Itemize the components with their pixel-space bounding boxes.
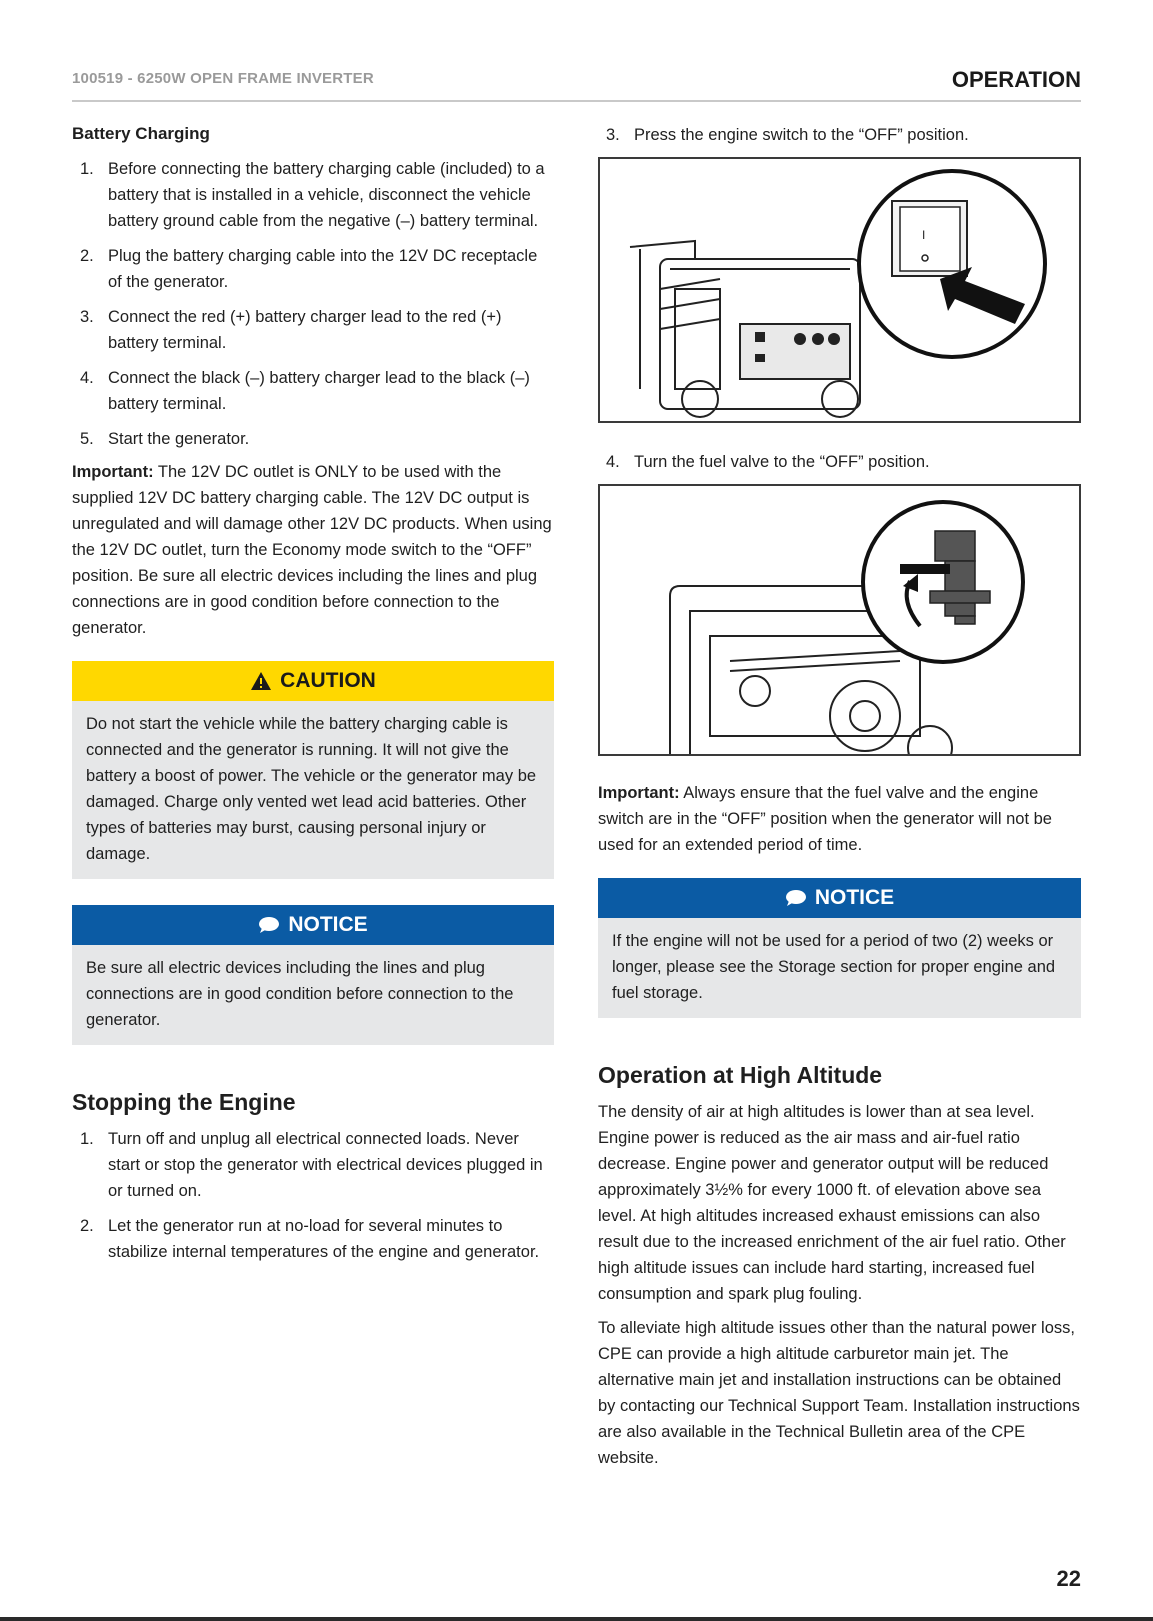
list-item <box>72 304 554 356</box>
step-number: 1. <box>80 1130 94 1148</box>
page-number: 22 <box>1056 1566 1081 1591</box>
high-altitude-paragraph-2: To alleviate high altitude issues other than the natural power loss, CPE can provide a high altitude carburetor main jet. The alternative main jet and installation instructions can be obtained by contacting our Technical Support Team. Installation instructions are also available in the Technical Bulletin area of the CPE website. <box>598 1319 1080 1467</box>
list-item <box>72 365 554 417</box>
step-number: 4. <box>80 369 94 387</box>
generator-switch-illustration <box>600 159 1079 421</box>
important-label: Important: <box>72 463 154 481</box>
step-text: Start the generator. <box>108 430 250 448</box>
step-number: 2. <box>80 1217 94 1235</box>
right-column <box>598 122 1081 1479</box>
stopping-steps-continued-2 <box>598 449 1081 475</box>
step-number: 5. <box>80 430 94 448</box>
speech-bubble-icon <box>258 916 280 934</box>
caution-text: Do not start the vehicle while the battery charging cable is connected and the generator is running. It will not give the battery a boost of power. The vehicle or the generator may be damaged. Charge only vented wet lead acid batteries. Other types of batteries may burst, causing personal injury or damage. <box>72 701 554 879</box>
important-note-battery <box>72 459 554 641</box>
notice-text: Be sure all electric devices including the lines and plug connections are in good condition before connection to the generator. <box>72 945 554 1045</box>
step-text: Connect the black (–) battery charger lead to the black (–) battery terminal. <box>108 369 530 413</box>
step-text: Turn off and unplug all electrical connected loads. Never start or stop the generator with electrical devices plugged in or turned on. <box>108 1130 543 1200</box>
stopping-engine-heading: Stopping the Engine <box>72 1089 296 1115</box>
step-text: Before connecting the battery charging cable (included) to a battery that is installed in a vehicle, disconnect the vehicle battery ground cable from the negative (–) battery terminal. <box>108 160 545 230</box>
step-number: 3. <box>606 126 620 144</box>
notice-header <box>72 905 554 945</box>
switch-on-mark: I <box>922 228 926 242</box>
caution-box <box>72 661 554 879</box>
step-number: 4. <box>606 453 620 471</box>
section-title: OPERATION <box>951 67 1081 92</box>
notice-title: NOTICE <box>814 886 895 909</box>
stopping-steps-continued <box>598 122 1081 148</box>
list-item <box>72 426 554 452</box>
step-text: Turn the fuel valve to the “OFF” position. <box>634 453 930 471</box>
list-item <box>598 122 1081 148</box>
important-note-storage <box>598 780 1081 858</box>
list-item <box>598 449 1081 475</box>
step-text: Connect the red (+) battery charger lead to the red (+) battery terminal. <box>108 308 502 352</box>
list-item <box>72 1213 554 1265</box>
important-text: Always ensure that the fuel valve and the engine switch are in the “OFF” position when the generator will not be used for an extended period of time. <box>598 784 1052 854</box>
generator-valve-illustration <box>600 486 1079 754</box>
notice-box-1 <box>72 905 554 1045</box>
step-text: Plug the battery charging cable into the 12V DC receptacle of the generator. <box>108 247 538 291</box>
engine-switch-figure <box>598 157 1081 423</box>
battery-charging-heading: Battery Charging <box>72 124 210 143</box>
warning-triangle-icon <box>250 671 272 691</box>
caution-header <box>72 661 554 701</box>
header-divider <box>72 100 1081 102</box>
list-item <box>72 243 554 295</box>
battery-steps <box>72 156 554 452</box>
high-altitude-paragraph-1: The density of air at high altitudes is lower than at sea level. Engine power is reduced as the air mass and air-fuel ratio decrease. Engine power and generator output will be reduced approximately 3½% for every 1000 ft. of elevation above sea level. At high altitudes increased exhaust emissions can also result due to the increased enrichment of the air fuel ratio. Other high altitude issues can include hard starting, increased fuel consumption and spark plug fouling. <box>598 1103 1066 1303</box>
list-item <box>72 1126 554 1204</box>
notice-box-2 <box>598 878 1081 1018</box>
step-text: Let the generator run at no-load for several minutes to stabilize internal temperatures of the engine and generator. <box>108 1217 540 1261</box>
notice-title: NOTICE <box>288 913 368 936</box>
step-text: Press the engine switch to the “OFF” position. <box>634 126 969 144</box>
notice-header <box>598 878 1081 918</box>
speech-bubble-icon <box>785 889 807 907</box>
important-text: The 12V DC outlet is ONLY to be used with the supplied 12V DC battery charging cable. The 12V DC output is unregulated and will damage other 12V DC products. When using the 12V DC outlet, turn the Economy mode switch to the “OFF” position. Be sure all electric devices including the lines and plug connections are in good condition before connection to the generator. <box>72 463 552 637</box>
high-altitude-heading: Operation at High Altitude <box>598 1062 883 1088</box>
step-number: 2. <box>80 247 94 265</box>
important-label: Important: <box>598 784 680 802</box>
fuel-valve-figure <box>598 484 1081 756</box>
step-number: 1. <box>80 160 94 178</box>
document-model-title: 100519 - 6250W OPEN FRAME INVERTER <box>72 70 374 87</box>
left-column <box>72 122 554 1274</box>
bottom-border <box>0 1617 1153 1621</box>
step-number: 3. <box>80 308 94 326</box>
stopping-steps <box>72 1126 554 1265</box>
list-item <box>72 156 554 234</box>
notice-text: If the engine will not be used for a period of two (2) weeks or longer, please see the Storage section for proper engine and fuel storage. <box>598 918 1081 1018</box>
caution-title: CAUTION <box>280 669 376 692</box>
